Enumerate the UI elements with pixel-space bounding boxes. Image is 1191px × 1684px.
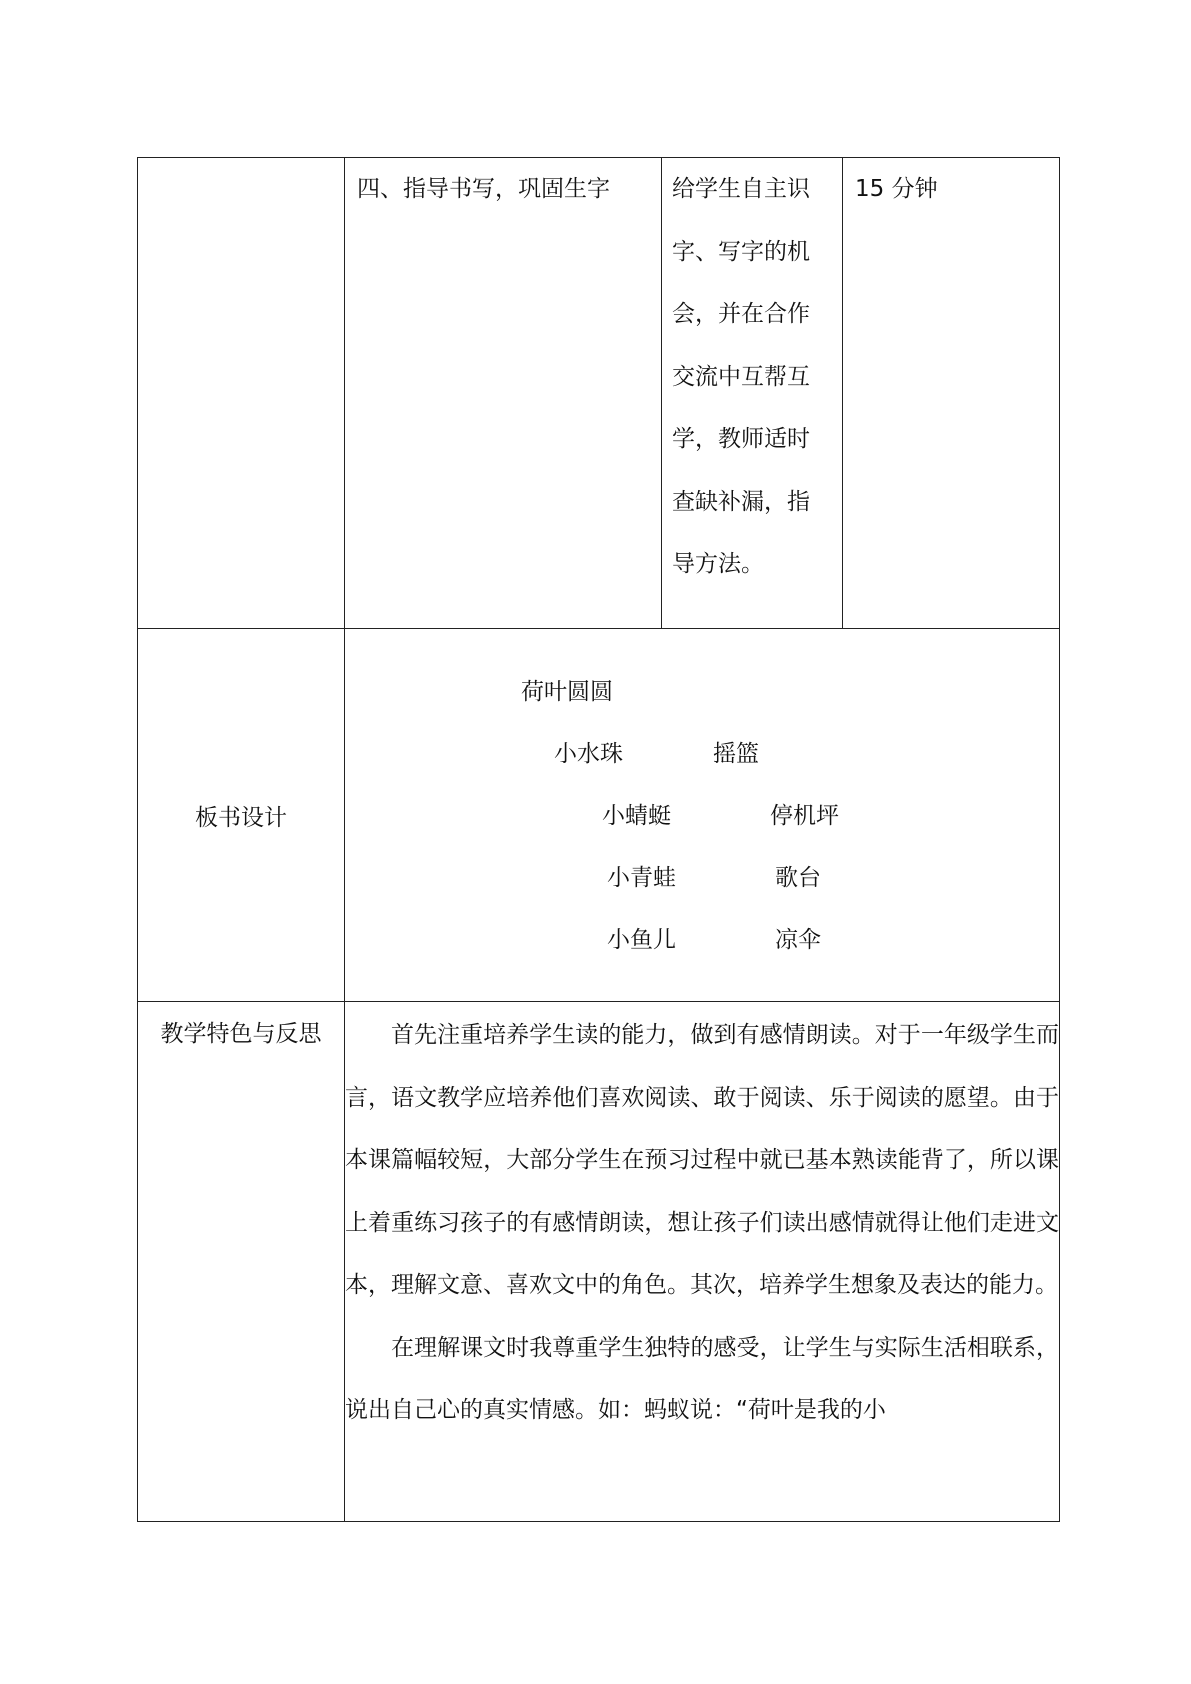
purpose-line: 交流中互帮互 bbox=[672, 363, 810, 390]
time-cell bbox=[843, 158, 1060, 629]
table-row bbox=[138, 1002, 1060, 1522]
table-row bbox=[138, 158, 1060, 629]
table-row bbox=[138, 629, 1060, 1002]
purpose-line: 给学生自主识 bbox=[672, 176, 810, 202]
board-who: 小水珠 bbox=[554, 741, 623, 767]
reflection-label: 教学特色与反思 bbox=[138, 1002, 345, 1522]
time-text: 15 分钟 bbox=[855, 176, 938, 202]
board-who: 小蜻蜓 bbox=[602, 803, 671, 829]
purpose-cell bbox=[662, 158, 843, 629]
board-what: 歌台 bbox=[775, 865, 821, 891]
board-who: 小鱼儿 bbox=[607, 927, 676, 953]
purpose-line: 会，并在合作 bbox=[672, 301, 810, 327]
purpose-line: 查缺补漏，指 bbox=[672, 488, 810, 515]
purpose-line: 学，教师适时 bbox=[672, 426, 810, 452]
board-what: 停机坪 bbox=[770, 803, 839, 829]
reflection-paragraph: 在理解课文时我尊重学生独特的感受，让学生与实际生活相联系，说出自己心的真实情感。如：蚂蚁说：“荷叶是我的小 bbox=[345, 1334, 1059, 1423]
lesson-plan-table bbox=[137, 157, 1060, 1522]
board-title: 荷叶圆圆 bbox=[521, 679, 613, 705]
board-what: 凉伞 bbox=[775, 927, 821, 953]
purpose-line: 字、写字的机 bbox=[672, 238, 810, 265]
purpose-line: 导方法。 bbox=[672, 551, 764, 577]
purpose-text bbox=[662, 142, 842, 596]
board-who: 小青蛙 bbox=[607, 865, 676, 891]
board-design-label: 板书设计 bbox=[138, 629, 345, 1002]
step-text: 四、指导书写，巩固生字 bbox=[357, 176, 610, 202]
empty-label-cell bbox=[138, 158, 345, 629]
board-design-cell bbox=[345, 629, 1060, 1002]
reflection-paragraph: 首先注重培养学生读的能力，做到有感情朗读。对于一年级学生而言，语文教学应培养他们喜欢阅读、敢于阅读、乐于阅读的愿望。由于本课篇幅较短，大部分学生在预习过程中就已基本熟读能背了，所以课上着重练习孩子的有感情朗读，想让孩子们读出感情就得让他们走进文本，理解文意、喜欢文中的角色。其次，培养学生想象及表达的能力。 bbox=[345, 1022, 1059, 1298]
reflection-cell bbox=[345, 1002, 1060, 1522]
step-cell bbox=[345, 158, 662, 629]
board-what: 摇篮 bbox=[713, 741, 759, 767]
